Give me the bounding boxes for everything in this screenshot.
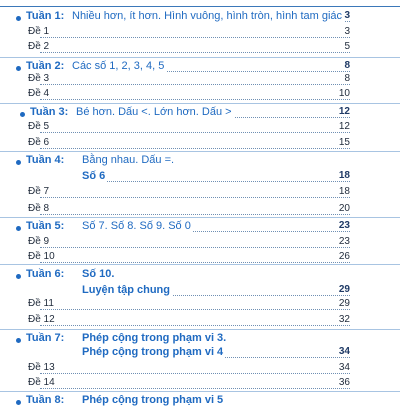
week-label: Tuần 4: — [26, 154, 65, 166]
item-label: Đề 1 — [28, 26, 50, 37]
toc-week-4-header[interactable] — [0, 154, 400, 170]
week-title-line2: Phép cộng trong phạm vi 4 — [82, 346, 224, 358]
week-label: Tuần 1: — [26, 10, 65, 22]
page-number: 32 — [338, 314, 350, 325]
item-label: Đề 5 — [28, 121, 50, 132]
divider — [0, 57, 400, 58]
page-number: 18 — [338, 170, 350, 181]
week-title: Bằng nhau. Dấu =. — [82, 154, 175, 166]
week-label: Tuần 5: — [26, 220, 65, 232]
week-label: Tuần 8: — [26, 394, 65, 406]
item-label: Đề 11 — [28, 298, 54, 309]
page-number: 10 — [338, 88, 350, 99]
toc-week-8[interactable] — [0, 394, 400, 410]
toc-week-6-header[interactable] — [0, 268, 400, 284]
toc-item-de-4[interactable] — [0, 88, 400, 104]
item-label: Đề 6 — [28, 137, 50, 148]
leader-dots — [40, 37, 350, 38]
item-label: Đề 10 — [28, 251, 55, 262]
item-label: Đề 7 — [28, 186, 50, 197]
week-title-line2: Luyện tập chung — [82, 284, 170, 296]
page-number: 3 — [344, 10, 350, 21]
page-number: 29 — [338, 298, 350, 309]
page-number: 23 — [338, 220, 350, 231]
toc-week-1[interactable] — [0, 10, 400, 26]
bullet-icon — [16, 274, 21, 279]
toc-week-3[interactable] — [0, 106, 400, 122]
week-title: Bé hơn. Dấu <. Lớn hơn. Dấu > — [76, 106, 232, 118]
item-label: Đề 3 — [28, 73, 50, 84]
toc-item-de-13[interactable] — [0, 362, 400, 378]
leader-dots — [40, 148, 350, 149]
leader-dots — [40, 373, 350, 374]
page-number: 23 — [338, 236, 350, 247]
leader-dots — [40, 132, 350, 133]
page-number: 20 — [338, 203, 350, 214]
toc-item-de-9[interactable] — [0, 236, 400, 252]
divider — [0, 217, 400, 218]
week-title: Số 10. — [82, 268, 115, 280]
week-label: Tuần 3: — [30, 106, 69, 118]
page-number: 18 — [338, 186, 350, 197]
leader-dots — [40, 309, 350, 310]
week-title: Phép cộng trong phạm vi 3. — [82, 332, 227, 344]
page-number: 12 — [338, 121, 350, 132]
toc-item-de-3[interactable] — [0, 73, 400, 89]
leader-dots — [40, 214, 350, 215]
page-number: 29 — [338, 284, 350, 295]
leader-dots — [82, 181, 350, 182]
toc-item-de-5[interactable] — [0, 121, 400, 137]
toc-item-de-12[interactable] — [0, 314, 400, 330]
bullet-icon — [16, 338, 21, 343]
toc-item-de-2[interactable] — [0, 41, 400, 57]
page-number: 34 — [338, 346, 350, 357]
bullet-icon — [16, 160, 21, 165]
item-label: Đề 14 — [28, 377, 55, 388]
leader-dots — [40, 388, 350, 389]
item-label: Đề 13 — [28, 362, 55, 373]
bullet-icon — [16, 16, 21, 21]
item-label: Đề 8 — [28, 203, 50, 214]
toc-week-4-line2[interactable] — [0, 170, 400, 186]
item-label: Đề 12 — [28, 314, 55, 325]
page-number: 5 — [344, 41, 350, 52]
week-title: Nhiều hơn, ít hơn. Hình vuông, hình tròn, hình tam giác — [72, 10, 343, 22]
page-number: 12 — [338, 106, 350, 117]
toc-week-7-line2[interactable] — [0, 346, 400, 362]
item-label: Đề 4 — [28, 88, 50, 99]
toc-item-de-11[interactable] — [0, 298, 400, 314]
week-label: Tuần 6: — [26, 268, 65, 280]
divider — [0, 103, 400, 104]
bullet-icon — [16, 66, 21, 71]
item-label: Đề 2 — [28, 41, 50, 52]
week-title: Các số 1, 2, 3, 4, 5 — [72, 60, 165, 72]
toc-item-de-7[interactable] — [0, 186, 400, 202]
page-number: 36 — [338, 377, 350, 388]
leader-dots — [40, 247, 350, 248]
page-number: 8 — [344, 60, 350, 71]
divider — [0, 151, 400, 152]
page-number: 15 — [338, 137, 350, 148]
item-label: Đề 9 — [28, 236, 50, 247]
page-number: 8 — [344, 73, 350, 84]
leader-dots — [40, 325, 350, 326]
week-title: Số 7. Số 8. Số 9. Số 0 — [82, 220, 191, 232]
leader-dots — [40, 197, 350, 198]
leader-dots — [40, 262, 350, 263]
page-number: 3 — [344, 26, 350, 37]
leader-dots — [40, 84, 350, 85]
divider — [0, 391, 400, 392]
bullet-icon — [16, 226, 21, 231]
bullet-icon — [20, 112, 25, 117]
page-number: 26 — [338, 251, 350, 262]
toc-week-5[interactable] — [0, 220, 400, 236]
week-title-line2: Số 6 — [82, 170, 106, 182]
week-title: Phép cộng trong phạm vi 5 — [82, 394, 224, 406]
leader-dots — [40, 52, 350, 53]
divider — [0, 264, 400, 265]
header-rule — [0, 6, 400, 7]
bullet-icon — [16, 400, 21, 405]
leader-dots — [40, 99, 350, 100]
divider — [0, 329, 400, 330]
toc-item-de-1[interactable] — [0, 26, 400, 42]
week-label: Tuần 2: — [26, 60, 65, 72]
week-label: Tuần 7: — [26, 332, 65, 344]
page-number: 34 — [338, 362, 350, 373]
